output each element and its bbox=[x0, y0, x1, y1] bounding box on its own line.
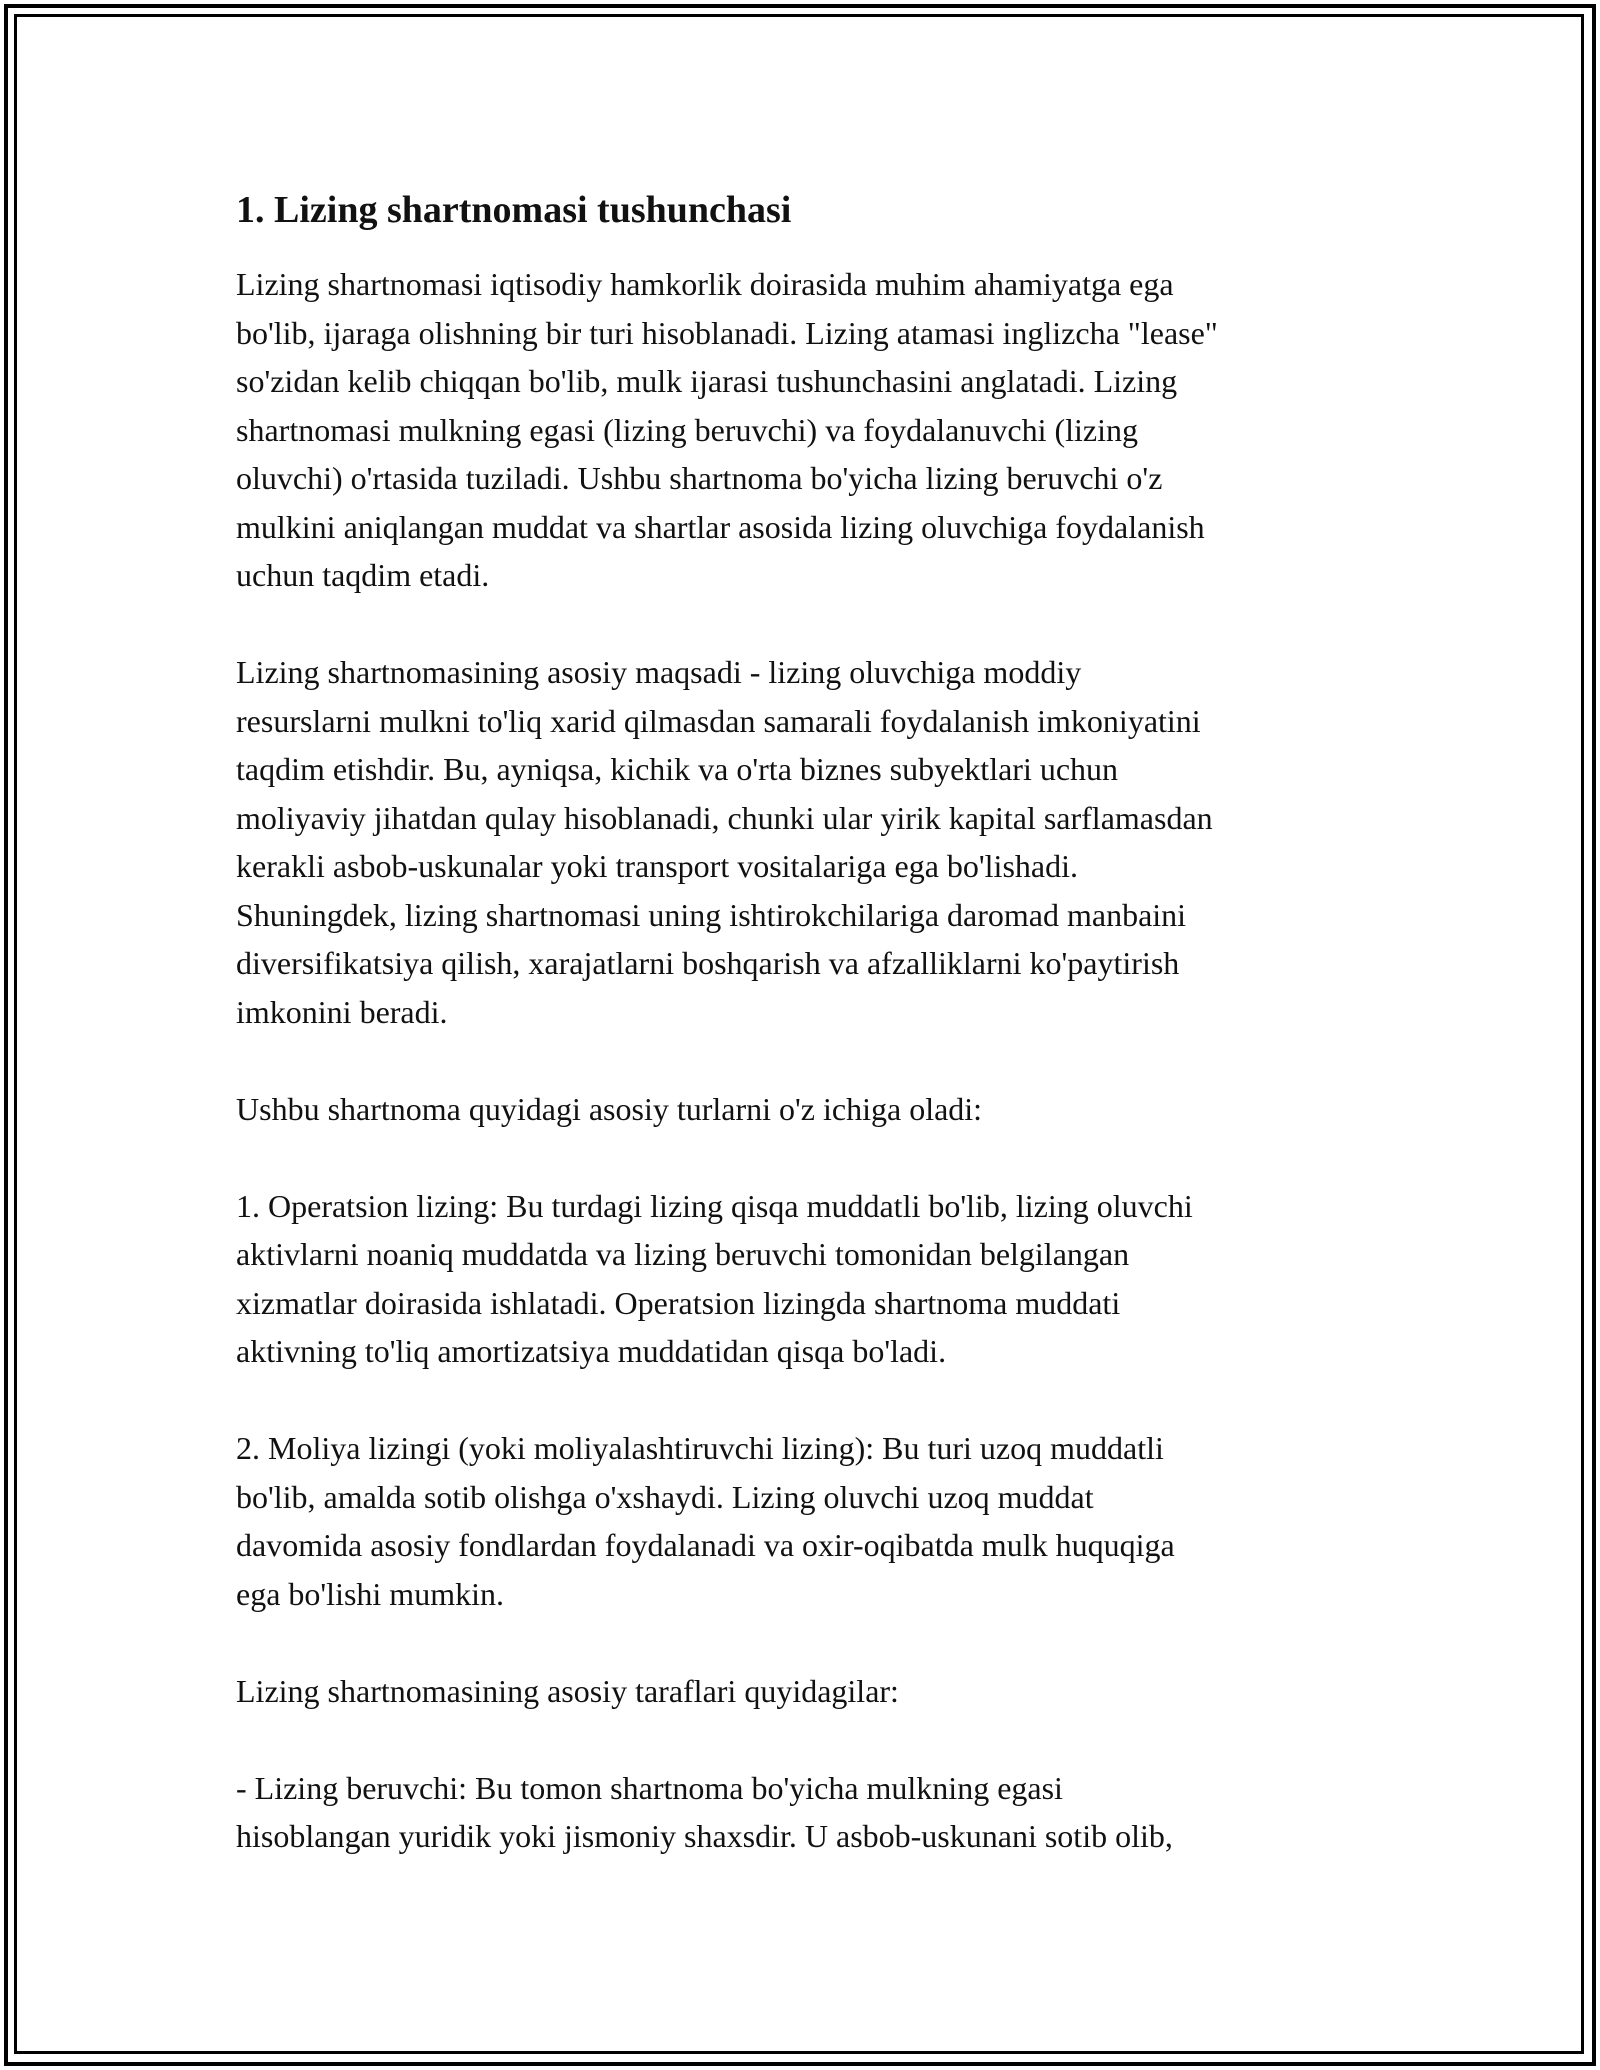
paragraph-operating-lease: 1. Operatsion lizing: Bu turdagi lizing qisqa muddatli bo'lib, lizing oluvchi aktivlarni noaniq muddatda va lizing beruvchi tomonidan belgilangan xizmatlar doirasida ishlatadi. Operatsion lizingda shartnoma muddati aktivning to'liq amortizatsiya muddatidan qisqa bo'ladi. bbox=[236, 1187, 1193, 1369]
paragraph-financial-lease: 2. Moliya lizingi (yoki moliyalashtiruvchi lizing): Bu turi uzoq muddatli bo'lib, amalda sotib olishga o'xshaydi. Lizing oluvchi uzoq muddat davomida asosiy fondlardan foydalanadi va oxir-oqibatda mulk huquqiga ega bo'lishi mumkin. bbox=[236, 1430, 1175, 1612]
paragraph-parties-intro: Lizing shartnomasining asosiy taraflari quyidagilar: bbox=[236, 1672, 899, 1709]
paragraph-purpose: Lizing shartnomasining asosiy maqsadi - lizing oluvchiga moddiy resurslarni mulkni to'liq xarid qilmasdan samarali foydalanish imkoniyatini taqdim etishdir. Bu, ayniqsa, kichik va o'rta biznes subyektlari uchun moliyaviy jihatdan qulay hisoblanadi, chunki ular yirik kapital sarflamasdan kerakli asbob-uskunalar yoki transport vositalariga ega bo'lishadi. Shuningdek, lizing shartnomasi uning ishtirokchilariga daromad manbaini diversifikatsiya qilish, xarajatlarni boshqarish va afzalliklarni ko'paytirish imkonini beradi. bbox=[236, 654, 1213, 1030]
section-heading: 1. Lizing shartnomasi tushunchasi bbox=[236, 189, 792, 231]
document-body bbox=[236, 186, 1396, 1861]
paragraph-types-intro: Ushbu shartnoma quyidagi asosiy turlarni o'z ichiga oladi: bbox=[236, 1090, 983, 1127]
paragraph-definition: Lizing shartnomasi iqtisodiy hamkorlik doirasida muhim ahamiyatga ega bo'lib, ijaraga olishning bir turi hisoblanadi. Lizing atamasi inglizcha "lease" so'zidan kelib chiqqan bo'lib, mulk ijarasi tushunchasini anglatadi. Lizing shartnomasi mulkning egasi (lizing beruvchi) va foydalanuvchi (lizing oluvchi) o'rtasida tuziladi. Ushbu shartnoma bo'yicha lizing beruvchi o'z mulkini aniqlangan muddat va shartlar asosida lizing oluvchiga foydalanish uchun taqdim etadi. bbox=[236, 266, 1218, 593]
paragraph-lessor: - Lizing beruvchi: Bu tomon shartnoma bo'yicha mulkning egasi hisoblangan yuridik yoki jismoniy shaxsdir. U asbob-uskunani sotib olib, bbox=[236, 1769, 1173, 1854]
